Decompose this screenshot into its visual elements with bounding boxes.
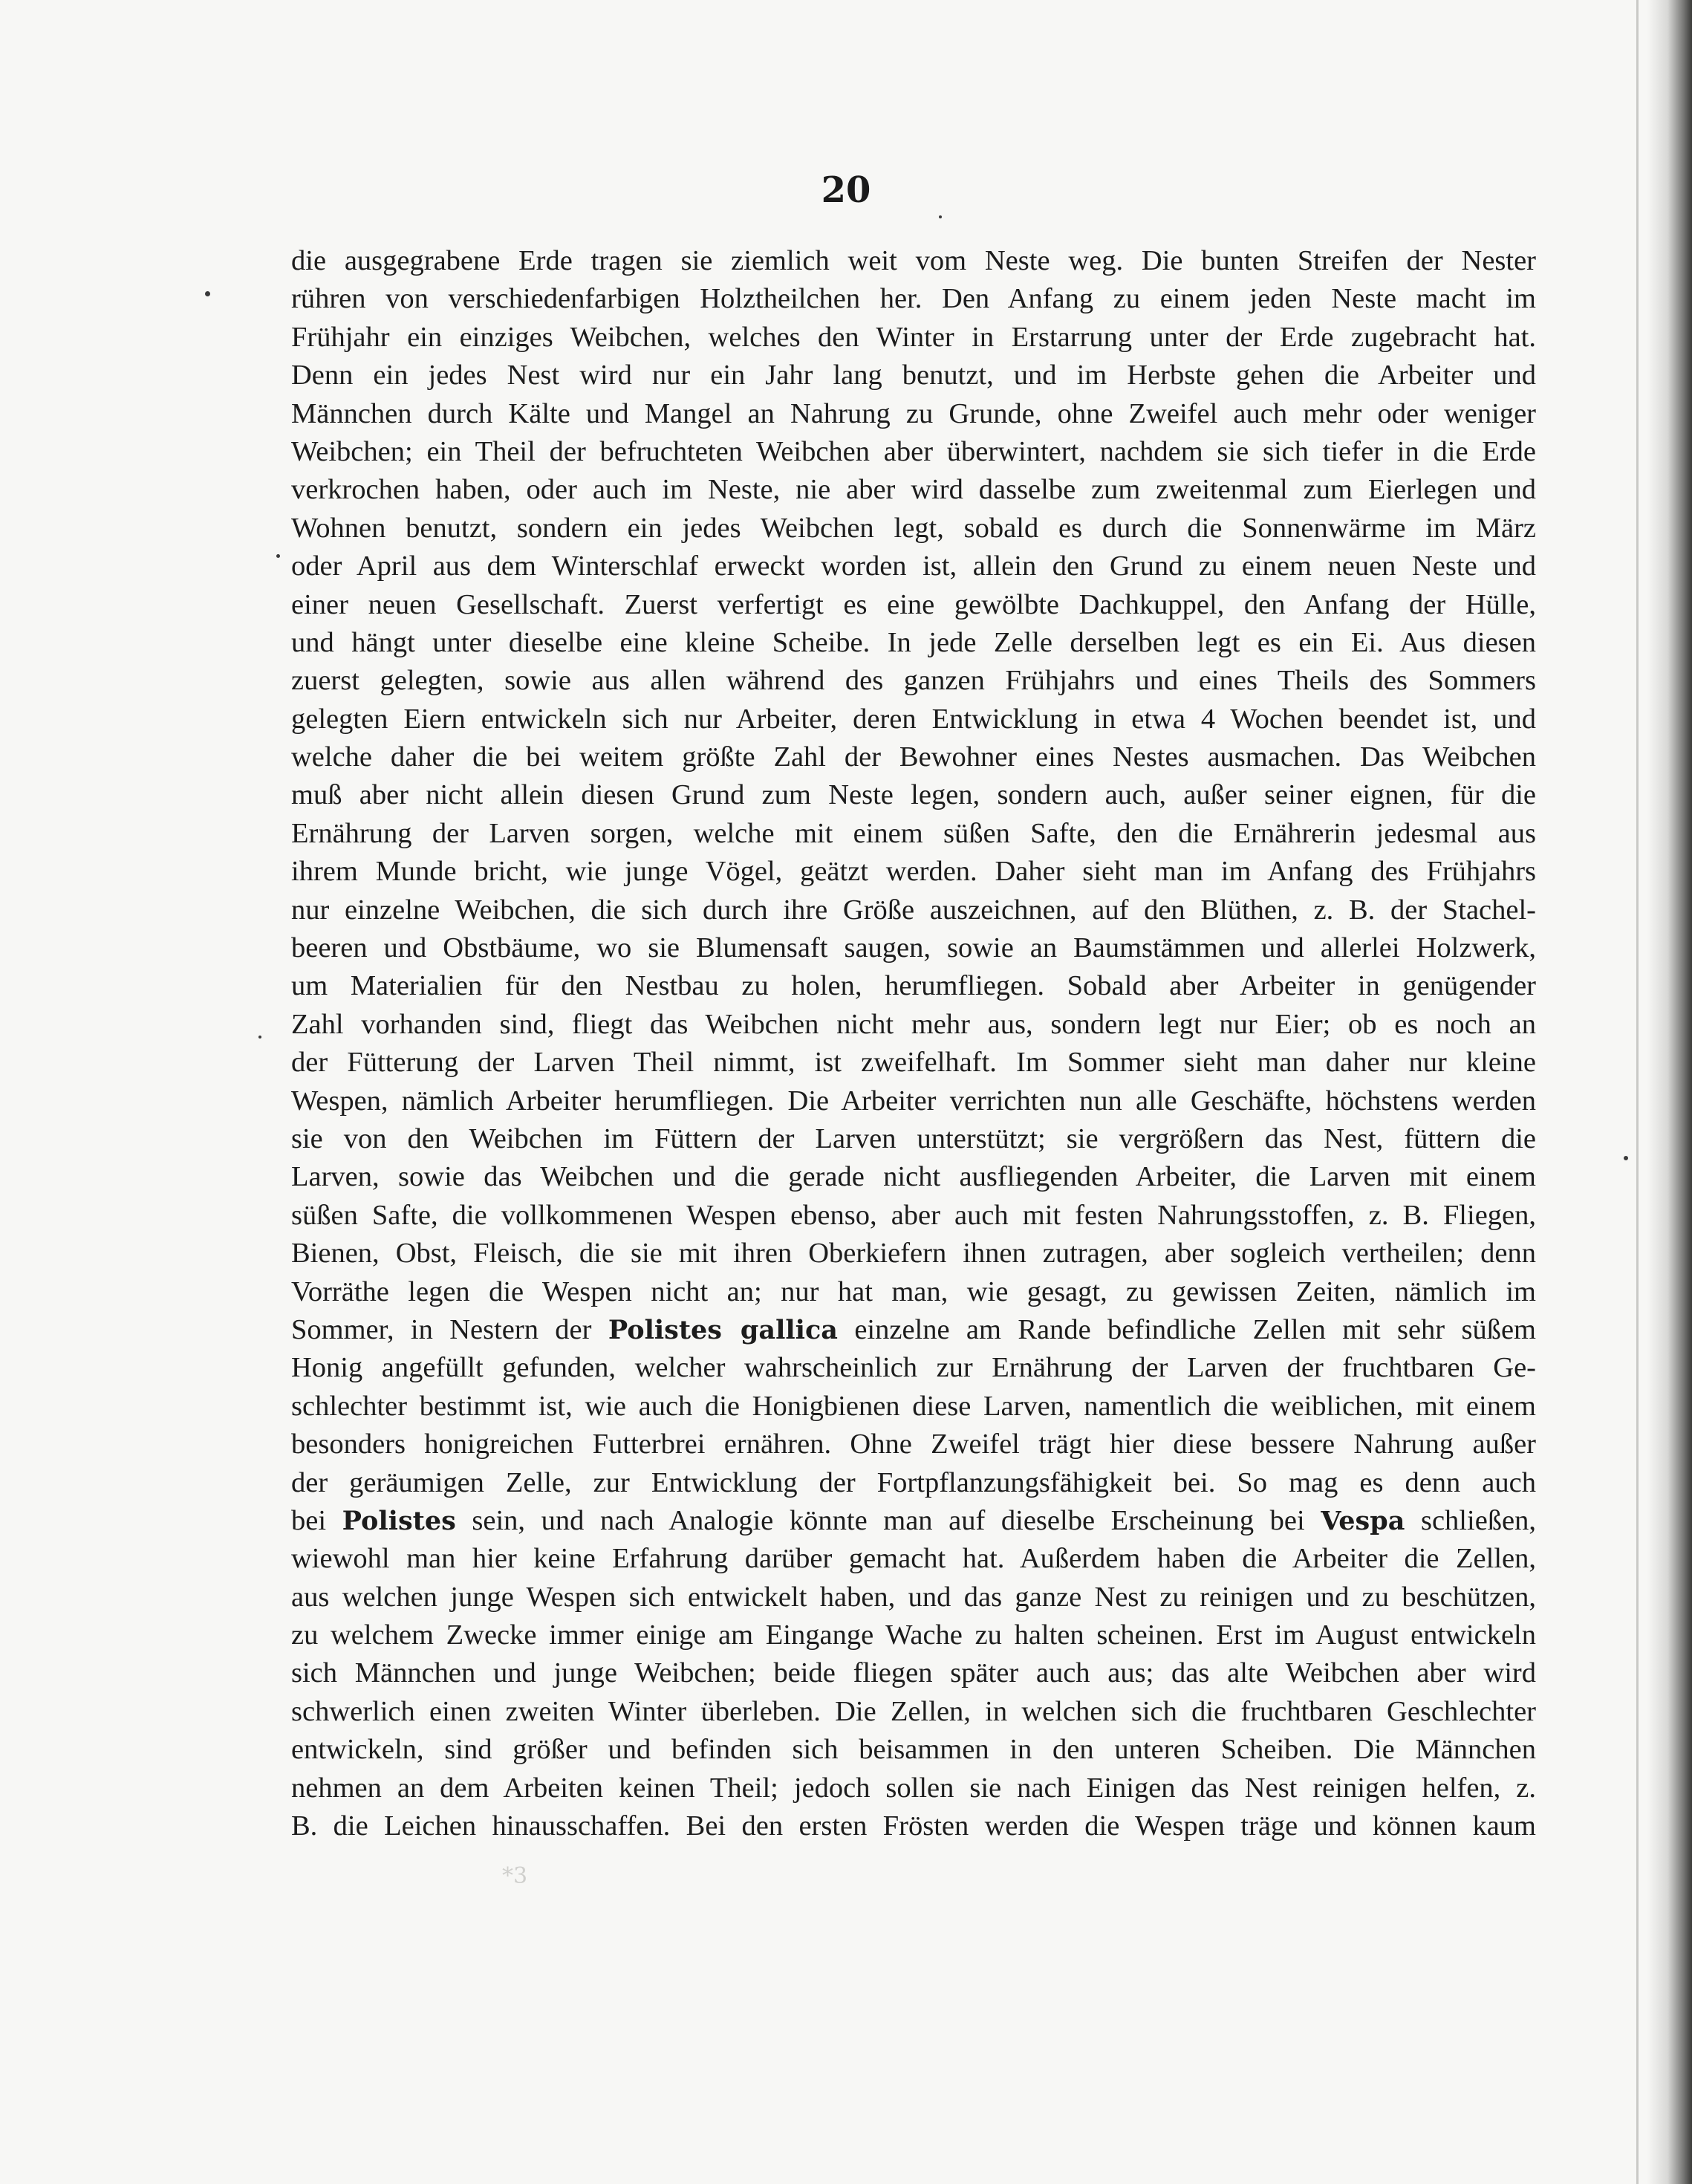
text-line: und hängt unter dieselbe eine kleine Scheibe. In jede Zelle derselben legt es ein Ei. Aus diesen (291, 626, 1536, 658)
text-line: welche daher die bei weitem größte Zahl der Bewohner eines Nestes ausmachen. Das Weibchen (291, 741, 1536, 773)
text-line: Denn ein jedes Nest wird nur ein Jahr lang benutzt, und im Herbste gehen die Arbeiter und (291, 360, 1536, 391)
text-line: zuerst gelegten, sowie aus allen während des ganzen Frühjahrs und eines Theils des Sommers (291, 665, 1536, 697)
ink-speck (258, 1036, 261, 1039)
text-line: Frühjahr ein einziges Weibchen, welches den Winter in Erstarrung unter der Erde zugebracht hat. (291, 321, 1536, 353)
text-line: sie von den Weibchen im Füttern der Larven unterstützt; sie vergrößern das Nest, füttern die (291, 1122, 1536, 1154)
text-line: beeren und Obstbäume, wo sie Blumensaft saugen, sowie an Baumstämmen und allerlei Holzwerk, (291, 932, 1536, 964)
text-line (291, 1502, 1536, 1540)
text-line: nehmen an dem Arbeiten keinen Theil; jedoch sollen sie nach Einigen das Nest reinigen helfen, z. (291, 1772, 1536, 1804)
ink-speck (939, 215, 942, 218)
text-line: Weibchen; ein Theil der befruchteten Weibchen aber überwintert, nachdem sie sich tiefer in die Erde (291, 435, 1536, 467)
text-line: der geräumigen Zelle, zur Entwicklung der Fortpflanzungsfähigkeit bei. So mag es denn auch (291, 1466, 1536, 1498)
text-line: Ernährung der Larven sorgen, welche mit einem süßen Safte, den die Ernährerin jedesmal aus (291, 817, 1536, 849)
body-text (291, 242, 1536, 1845)
text-line: Wespen, nämlich Arbeiter herumfliegen. Die Arbeiter verrichten nun alle Geschäfte, höchstens werden (291, 1085, 1536, 1117)
text-segment: schließen, (1405, 1504, 1536, 1536)
ink-speck (1624, 1156, 1628, 1160)
text-line: Bienen, Obst, Fleisch, die sie mit ihren Oberkiefern ihnen zutragen, aber sogleich vertheilen; denn (291, 1238, 1536, 1270)
text-line: oder April aus dem Winterschlaf erweckt worden ist, allein den Grund zu einem neuen Neste und (291, 550, 1536, 582)
text-line: Honig angefüllt gefunden, welcher wahrscheinlich zur Ernährung der Larven der fruchtbaren Ge- (291, 1352, 1536, 1384)
text-line: gelegten Eiern entwickeln sich nur Arbeiter, deren Entwicklung in etwa 4 Wochen beendet ist, und (291, 703, 1536, 735)
bold-term: Polistes gallica (608, 1314, 838, 1345)
text-line: Zahl vorhanden sind, fliegt das Weibchen nicht mehr aus, sondern legt nur Eier; ob es noch an (291, 1008, 1536, 1040)
text-line: zu welchem Zwecke immer einige am Eingange Wache zu halten scheinen. Erst im August entwickeln (291, 1619, 1536, 1651)
text-line: um Materialien für den Nestbau zu holen, herumfliegen. Sobald aber Arbeiter in genügender (291, 970, 1536, 1002)
ink-speck (276, 554, 280, 558)
text-line: Larven, sowie das Weibchen und die gerade nicht ausfliegenden Arbeiter, die Larven mit einem (291, 1161, 1536, 1193)
spine-crease (1636, 0, 1639, 2184)
bold-term: Polistes (342, 1505, 456, 1536)
page-number: 20 (821, 169, 871, 211)
text-line: schwerlich einen zweiten Winter überleben. Die Zellen, in welchen sich die fruchtbaren Geschlechter (291, 1695, 1536, 1727)
text-line: besonders honigreichen Futterbrei ernähren. Ohne Zweifel trägt hier diese bessere Nahrung außer (291, 1429, 1536, 1460)
text-line: der Fütterung der Larven Theil nimmt, ist zweifelhaft. Im Sommer sieht man daher nur kleine (291, 1047, 1536, 1079)
text-segment: sein, und nach Analogie könnte man auf dieselbe Erscheinung bei (455, 1504, 1321, 1536)
spine-shadow (1647, 0, 1692, 2184)
text-line: Männchen durch Kälte und Mangel an Nahrung zu Grunde, ohne Zweifel auch mehr oder weniger (291, 397, 1536, 429)
text-line: Wohnen benutzt, sondern ein jedes Weibchen legt, sobald es durch die Sonnenwärme im März (291, 512, 1536, 544)
text-line (291, 1311, 1536, 1349)
bleed-through-mark: *3 (502, 1863, 528, 1889)
ink-speck (205, 291, 210, 296)
text-segment: Sommer, in Nestern der (291, 1313, 608, 1345)
text-line: entwickeln, sind größer und befinden sich beisammen in den unteren Scheiben. Die Männchen (291, 1734, 1536, 1766)
text-line: einer neuen Gesellschaft. Zuerst verfertigt es eine gewölbte Dachkuppel, den Anfang der Hülle, (291, 588, 1536, 620)
text-line: die ausgegrabene Erde tragen sie ziemlich weit vom Neste weg. Die bunten Streifen der Nester (291, 245, 1536, 276)
text-line: verkrochen haben, oder auch im Neste, nie aber wird dasselbe zum zweitenmal zum Eierlegen und (291, 474, 1536, 506)
text-line: süßen Safte, die vollkommenen Wespen ebenso, aber auch mit festen Nahrungsstoffen, z. B. Fliegen, (291, 1199, 1536, 1231)
text-line: rühren von verschiedenfarbigen Holztheilchen her. Den Anfang zu einem jeden Neste macht im (291, 283, 1536, 315)
text-line: aus welchen junge Wespen sich entwickelt haben, und das ganze Nest zu reinigen und zu beschützen, (291, 1581, 1536, 1613)
text-segment: einzelne am Rande befindliche Zellen mit sehr süßem (837, 1313, 1536, 1345)
text-line: sich Männchen und junge Weibchen; beide fliegen später auch aus; das alte Weibchen aber wird (291, 1657, 1536, 1689)
text-line: Vorräthe legen die Wespen nicht an; nur hat man, wie gesagt, zu gewissen Zeiten, nämlich im (291, 1275, 1536, 1307)
text-line: ihrem Munde bricht, wie junge Vögel, geätzt werden. Daher sieht man im Anfang des Frühjahrs (291, 856, 1536, 888)
text-line: muß aber nicht allein diesen Grund zum Neste legen, sondern auch, außer seiner eignen, für die (291, 779, 1536, 811)
text-segment: bei (291, 1504, 342, 1536)
text-line: wiewohl man hier keine Erfahrung darüber gemacht hat. Außerdem haben die Arbeiter die Zellen, (291, 1543, 1536, 1575)
text-line: nur einzelne Weibchen, die sich durch ihre Größe auszeichnen, auf den Blüthen, z. B. der Stachel- (291, 894, 1536, 926)
bold-term: Vespa (1321, 1505, 1405, 1536)
text-line: schlechter bestimmt ist, wie auch die Honigbienen diese Larven, namentlich die weiblichen, mit einem (291, 1390, 1536, 1422)
text-line: B. die Leichen hinausschaffen. Bei den ersten Frösten werden die Wespen träge und können kaum (291, 1810, 1536, 1842)
